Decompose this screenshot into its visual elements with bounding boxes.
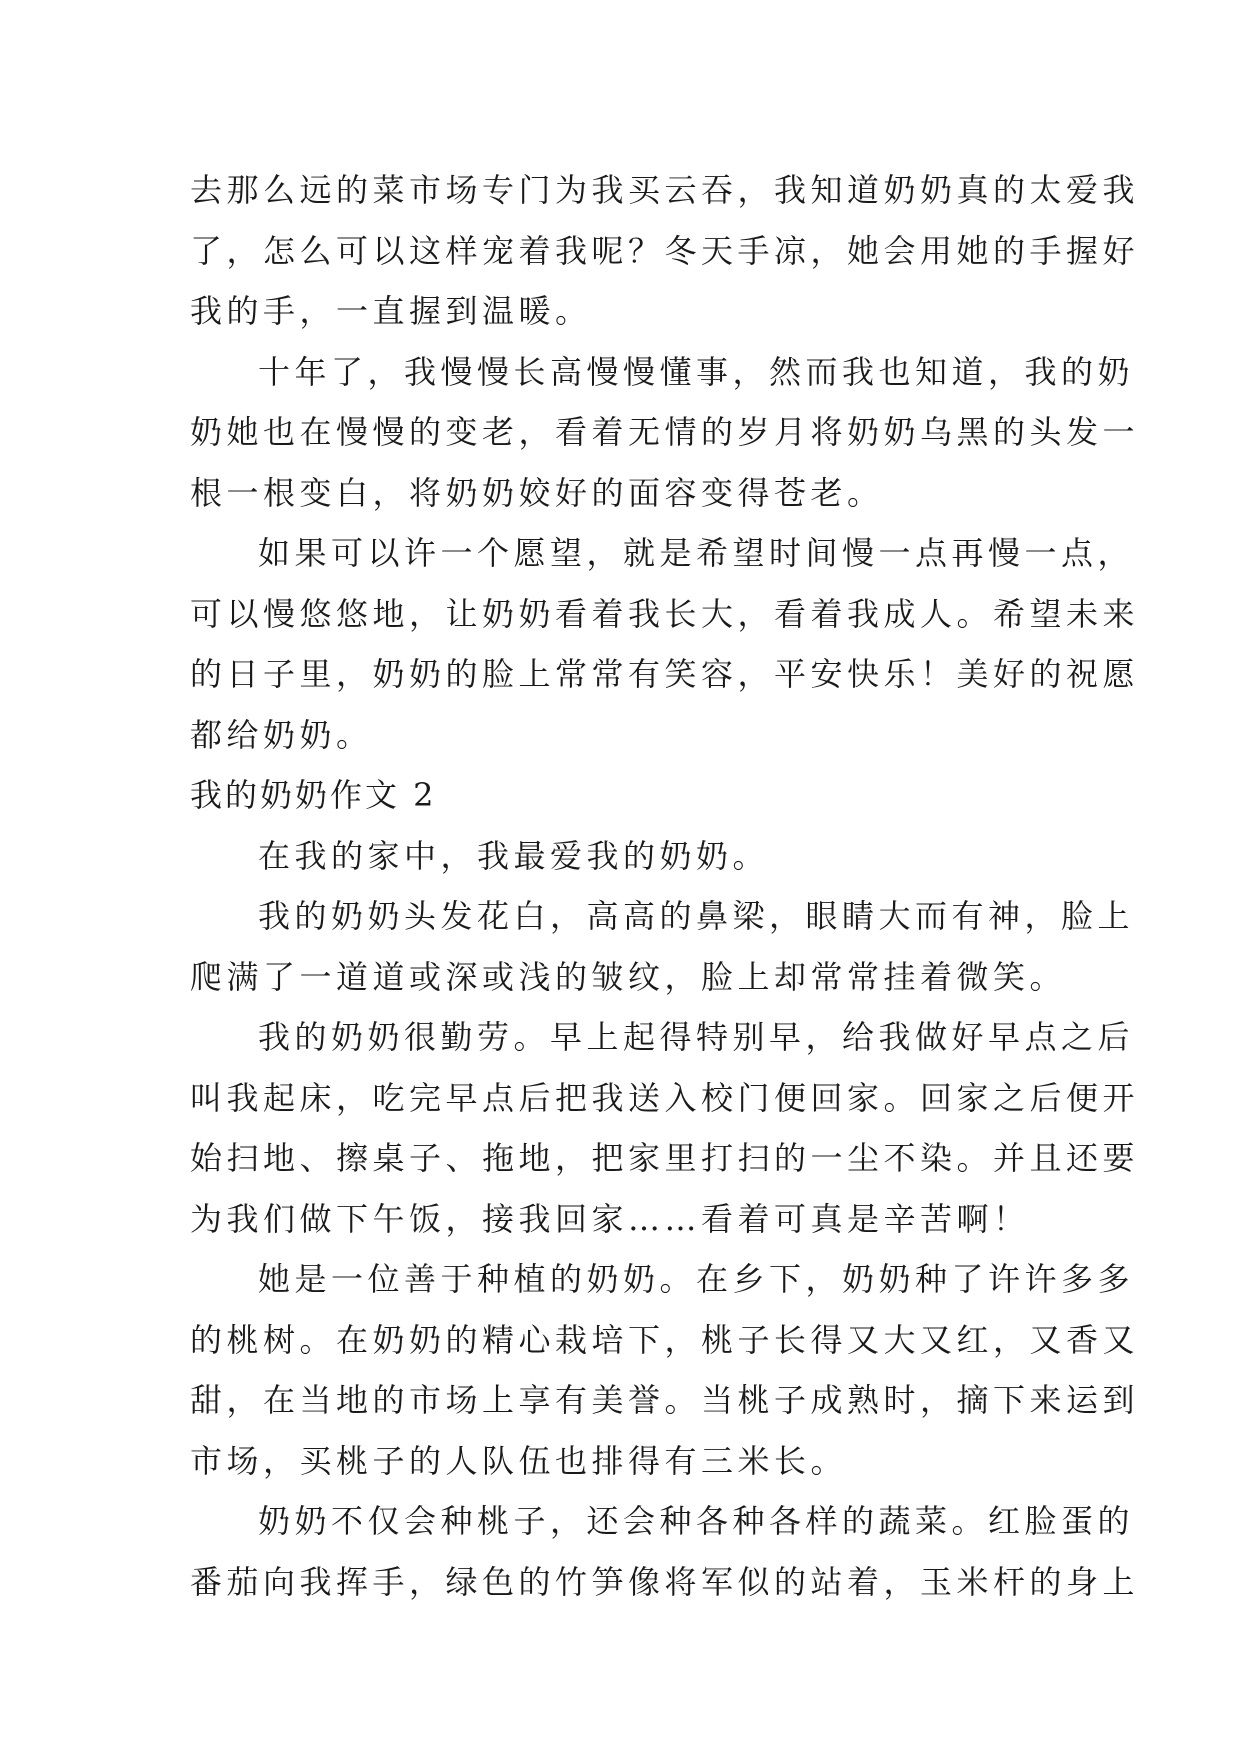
text-line: 始扫地、擦桌子、拖地，把家里打扫的一尘不染。并且还要 (190, 1139, 1140, 1177)
text-line: 为我们做下午饭，接我回家……看着可真是辛苦啊！ (190, 1199, 1030, 1238)
text-line: 叫我起床，吃完早点后把我送入校门便回家。回家之后便开 (190, 1078, 1140, 1117)
paragraph-first-line: 她是一位善于种植的奶奶。在乡下，奶奶种了许许多多 (258, 1260, 1135, 1298)
text-line: 的桃树。在奶奶的精心栽培下，桃子长得又大又红，又香又 (190, 1320, 1140, 1359)
text-line: 了，怎么可以这样宠着我呢？冬天手凉，她会用她的手握好 (190, 231, 1140, 270)
text-line: 甜，在当地的市场上享有美誉。当桃子成熟时，摘下来运到 (190, 1381, 1140, 1419)
paragraph-first-line: 如果可以许一个愿望，就是希望时间慢一点再慢一点， (258, 534, 1135, 572)
text-line: 爬满了一道道或深或浅的皱纹，脸上却常常挂着微笑。 (190, 957, 1067, 996)
paragraph-first-line: 我的奶奶很勤劳。早上起得特别早，给我做好早点之后 (258, 1018, 1135, 1056)
text-line: 番茄向我挥手，绿色的竹笋像将军似的站着，玉米杆的身上 (190, 1562, 1140, 1601)
paragraph-first-line: 奶奶不仅会种桃子，还会种各种各样的蔬菜。红脸蛋的 (258, 1502, 1135, 1540)
paragraph-first-line: 在我的家中，我最爱我的奶奶。 (258, 836, 770, 875)
paragraph-first-line: 十年了，我慢慢长高慢慢懂事，然而我也知道，我的奶 (258, 352, 1135, 391)
text-line: 去那么远的菜市场专门为我买云吞，我知道奶奶真的太爱我 (190, 171, 1140, 209)
text-line: 根一根变白，将奶奶姣好的面容变得苍老。 (190, 473, 884, 512)
text-line: 奶她也在慢慢的变老，看着无情的岁月将奶奶乌黑的头发一 (190, 413, 1140, 451)
text-line: 可以慢悠悠地，让奶奶看着我长大，看着我成人。希望未来 (190, 594, 1140, 633)
paragraph-first-line: 我的奶奶头发花白，高高的鼻梁，眼睛大而有神，脸上 (258, 897, 1135, 935)
text-line: 都给奶奶。 (190, 715, 373, 754)
text-line: 的日子里，奶奶的脸上常常有笑容，平安快乐！美好的祝愿 (190, 655, 1140, 693)
section-heading: 我的奶奶作文 2 (190, 776, 437, 814)
document-body (190, 160, 1140, 1612)
text-line: 我的手，一直握到温暖。 (190, 292, 592, 330)
text-line: 市场，买桃子的人队伍也排得有三米长。 (190, 1441, 848, 1480)
